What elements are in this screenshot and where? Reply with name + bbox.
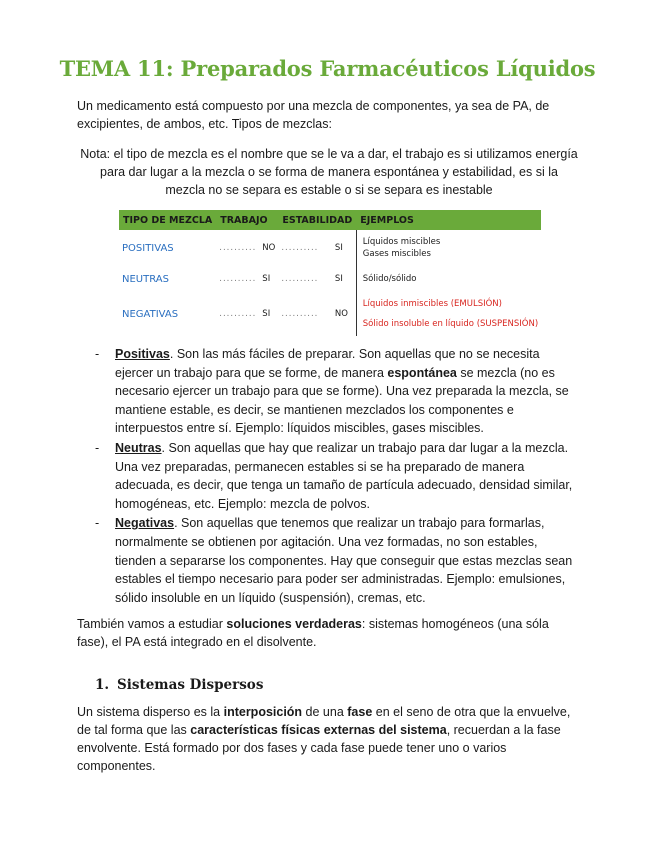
mixture-types-table xyxy=(119,210,541,336)
intro-paragraph: Un medicamento está compuesto por una mezcla de componentes, ya sea de PA, de excipientes, de ambos, etc. Tipos de mezclas: xyxy=(77,99,550,131)
example-item: Gases miscibles xyxy=(362,249,431,259)
row-work: SI xyxy=(262,309,271,319)
row-stability: NO xyxy=(334,309,348,319)
list-item xyxy=(95,514,575,607)
row-work: SI xyxy=(262,274,271,284)
bold-term: características físicas externas del sistema xyxy=(190,723,447,737)
item-text: . Son aquellas que hay que realizar un trabajo para dar lugar a la mezcla. Una vez preparadas, permanecen estables si se ha preparado de manera adecuada, es decir, que tenga un tamaño de partícula adecuado, densidad similar, homogéneas, etc. Ejemplo: mezcla de polvos. xyxy=(115,440,573,511)
text: de una xyxy=(302,705,348,719)
text: También vamos a estudiar xyxy=(77,617,227,631)
text: : sistemas homogéneos (una sóla fase), el PA está integrado en el disolvente. xyxy=(77,617,549,649)
dots: .......... xyxy=(281,243,319,253)
example-item: Sólido insoluble en líquido (SUSPENSIÓN) xyxy=(362,319,539,329)
dots: .......... xyxy=(219,309,257,319)
dots: .......... xyxy=(219,243,257,253)
example-item: Líquidos inmiscibles (EMULSIÓN) xyxy=(362,299,502,309)
text: en el seno de otra que la envuelve, de tal forma que las xyxy=(77,705,571,737)
solutions-paragraph xyxy=(77,615,579,651)
section-heading xyxy=(95,677,263,693)
bold-term: fase xyxy=(347,705,373,719)
term-negativas: Negativas xyxy=(115,516,175,531)
row-stability: SI xyxy=(334,274,343,284)
page-title: TEMA 11: Preparados Farmacéuticos Líquidos xyxy=(59,56,596,81)
bold-term: interposición xyxy=(223,705,303,719)
item-bold: espontánea xyxy=(387,365,457,380)
header-work: TRABAJO xyxy=(216,210,278,230)
dash-marker: - xyxy=(95,440,100,455)
row-examples xyxy=(356,292,541,336)
header-stability: ESTABILIDAD xyxy=(278,210,356,230)
dash-marker: - xyxy=(95,516,100,531)
row-type: NEUTRAS xyxy=(122,273,169,285)
dots: .......... xyxy=(281,309,319,319)
row-type: POSITIVAS xyxy=(122,242,174,254)
dispersed-paragraph xyxy=(77,703,579,775)
row-work: NO xyxy=(262,243,276,253)
header-examples: EJEMPLOS xyxy=(356,210,541,230)
mixture-types-list xyxy=(95,345,575,608)
note-paragraph: Nota: el tipo de mezcla es el nombre que se le va a dar, el trabajo es si utilizamos energía para dar lugar a la mezcla o se forma de manera espontánea y estabilidad, es si la mezcla no se separa es estable o si se separa es inestable xyxy=(80,147,578,197)
table-row xyxy=(119,230,541,266)
list-item xyxy=(95,345,575,438)
term-neutras: Neutras xyxy=(115,440,162,455)
row-examples xyxy=(356,230,541,266)
text: , recuerdan a la fase envolvente. Está formado por dos fases y cada fase puede tener uno o varios componentes. xyxy=(77,723,561,773)
text: Un sistema disperso es la xyxy=(77,705,224,719)
table-row xyxy=(119,292,541,336)
dots: .......... xyxy=(281,274,319,284)
section-number: 1. xyxy=(95,677,110,693)
dots: .......... xyxy=(219,274,257,284)
bold-term: soluciones verdaderas xyxy=(226,617,362,631)
table-header-row xyxy=(119,210,541,230)
table-row xyxy=(119,266,541,292)
term-positivas: Positivas xyxy=(115,347,170,361)
row-type: NEGATIVAS xyxy=(122,308,179,320)
row-examples xyxy=(356,266,541,292)
dash-marker: - xyxy=(95,347,100,361)
example-item: Líquidos miscibles xyxy=(362,237,441,247)
item-text: . Son las más fáciles de preparar. Son aquellas que no se necesita ejercer un trabajo para que se forme, de manera xyxy=(115,347,540,380)
item-text: . Son aquellas que tenemos que realizar un trabajo para formarlas, normalmente se obtienen por agitación. Una vez formadas, no son estables, tienden a separarse los componentes. Hay que conseguir que estas mezclas sean estables el tiempo necesario para poder ser administradas. Ejemplo: emulsiones, sólido insoluble en un líquido (suspensión), cremas, etc. xyxy=(115,516,573,605)
row-stability: SI xyxy=(334,243,343,253)
item-text: se mezcla (no es necesario ejercer un trabajo para que se forme). Una vez preparada la mezcla, se mantiene estable, es decir, se mantienen mezclados los componentes e interpuestos entre sí. Ejemplo: líquidos miscibles, gases miscibles. xyxy=(115,365,569,436)
mixture-types-table-figure xyxy=(119,210,539,336)
list-item xyxy=(95,439,575,513)
section-title: Sistemas Dispersos xyxy=(117,677,264,693)
header-type: TIPO DE MEZCLA xyxy=(119,210,216,230)
example-item: Sólido/sólido xyxy=(362,274,417,284)
